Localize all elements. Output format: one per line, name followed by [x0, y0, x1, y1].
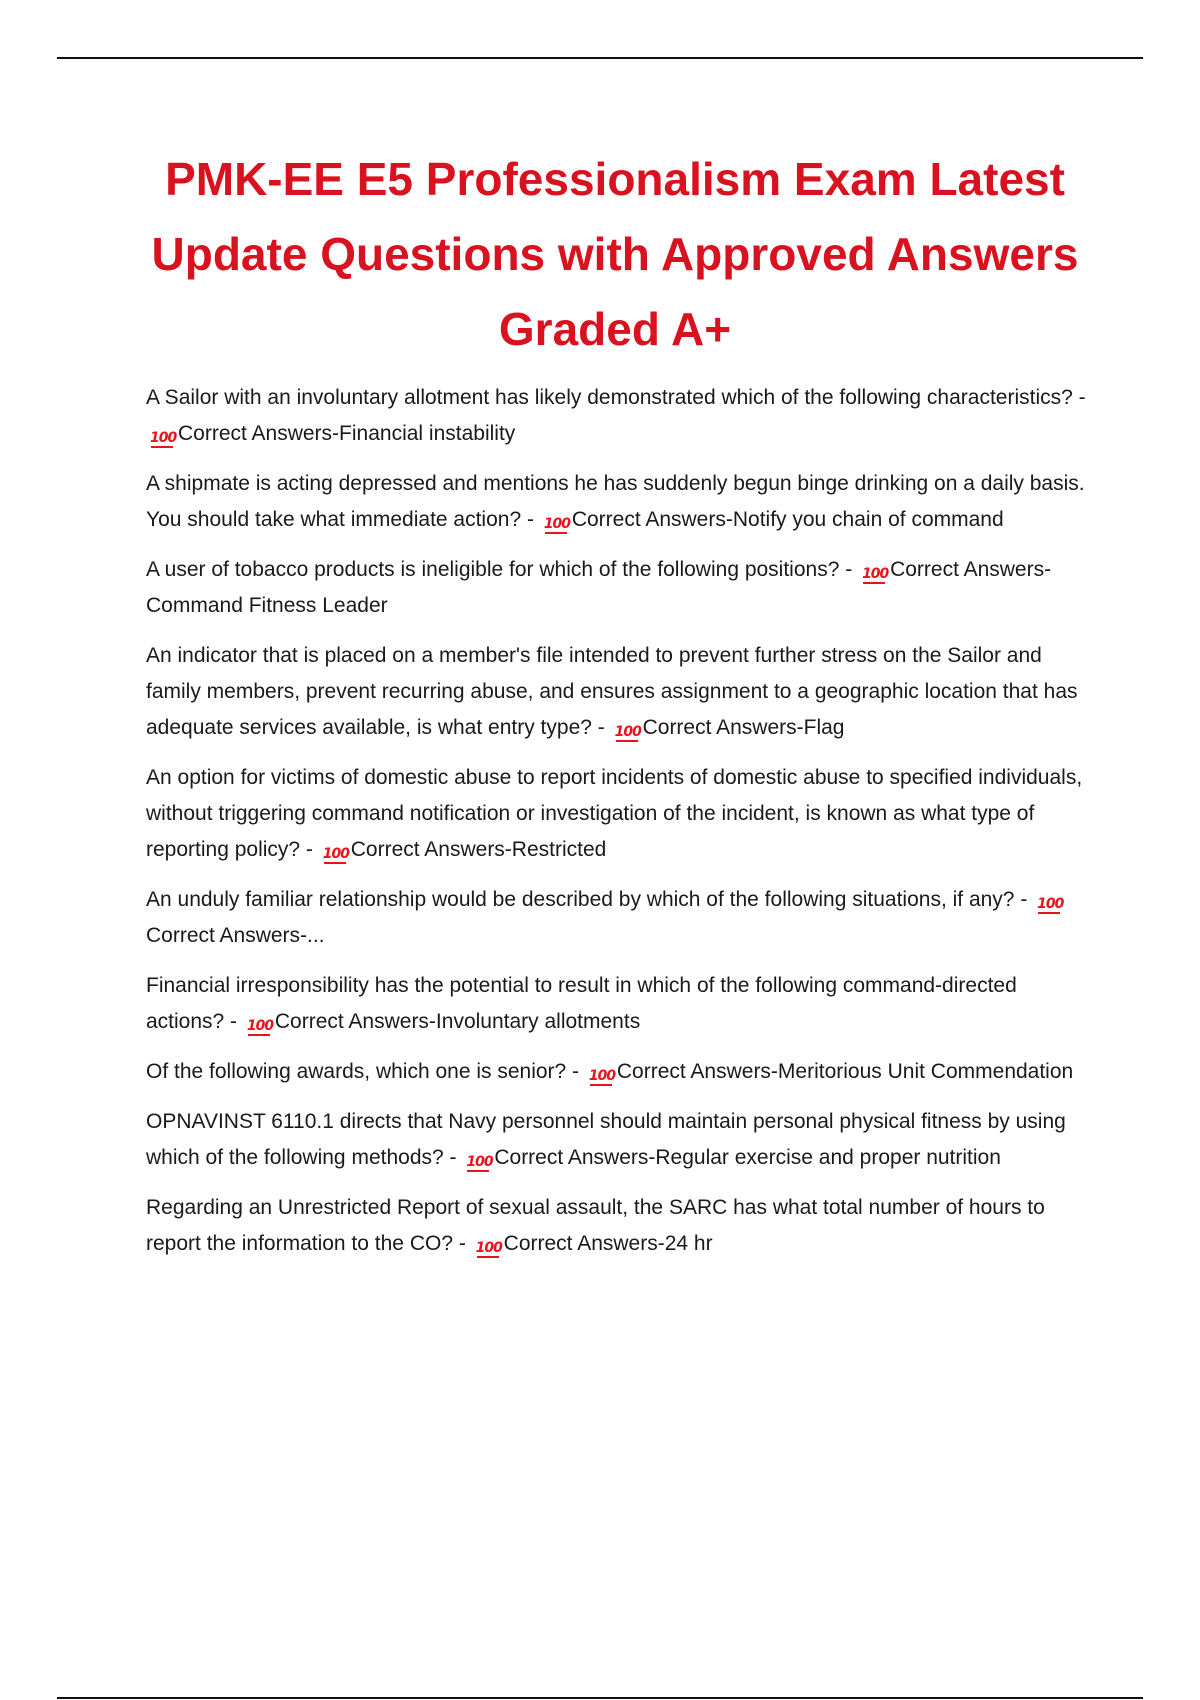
- hundred-points-icon: [862, 566, 886, 584]
- answer-text: Correct Answers-Restricted: [350, 838, 607, 861]
- answer-text: Correct Answers-Command Fitness Leader: [146, 558, 1052, 617]
- list-item: [146, 968, 1091, 1040]
- list-item: [146, 466, 1091, 538]
- hundred-points-icon: [466, 1154, 490, 1172]
- question-text: Of the following awards, which one is senior? -: [146, 1060, 580, 1083]
- question-text: Financial irresponsibility has the potential to result in which of the following command-directed actions? -: [146, 974, 1017, 1033]
- list-item: [146, 1054, 1091, 1090]
- answer-text: Correct Answers-...: [146, 924, 325, 947]
- hundred-points-icon: [150, 430, 174, 448]
- list-item: [146, 760, 1091, 868]
- hundred-points-icon: [544, 516, 568, 534]
- hundred-points-icon: [247, 1018, 271, 1036]
- answer-text: Correct Answers-Notify you chain of command: [571, 508, 1004, 531]
- answer-text: Correct Answers-Financial instability: [178, 422, 516, 445]
- document-title: PMK-EE E5 Professionalism Exam Latest Update Questions with Approved Answers Graded A+: [151, 153, 1079, 355]
- footer-rule: [57, 1697, 1143, 1699]
- answer-text: Correct Answers-Regular exercise and proper nutrition: [494, 1146, 1001, 1169]
- question-text: OPNAVINST 6110.1 directs that Navy personnel should maintain personal physical fitness by using which of the following methods? -: [146, 1110, 1066, 1169]
- hundred-points-icon: [589, 1068, 613, 1086]
- question-text: An option for victims of domestic abuse to report incidents of domestic abuse to specified individuals, without triggering command notification or investigation of the incident, is known as what type of reporting policy? -: [146, 766, 1083, 861]
- hundred-points-icon: [615, 724, 639, 742]
- list-item: [146, 1104, 1091, 1176]
- hundred-points-icon: [323, 846, 347, 864]
- header-rule: [57, 57, 1143, 59]
- hundred-points-icon: [1037, 896, 1061, 914]
- question-text: Regarding an Unrestricted Report of sexual assault, the SARC has what total number of hours to report the information to the CO? -: [146, 1196, 1045, 1255]
- answer-text: Correct Answers-Involuntary allotments: [274, 1010, 641, 1033]
- question-text: A Sailor with an involuntary allotment has likely demonstrated which of the following characteristics? -: [146, 386, 1086, 409]
- answer-text: Correct Answers-Flag: [642, 716, 845, 739]
- question-list: [146, 380, 1091, 1276]
- question-text: A shipmate is acting depressed and mentions he has suddenly begun binge drinking on a daily basis. You should take what immediate action? -: [146, 472, 1085, 531]
- list-item: [146, 882, 1091, 954]
- list-item: [146, 552, 1091, 624]
- list-item: [146, 1190, 1091, 1262]
- list-item: [146, 380, 1091, 452]
- answer-text: Correct Answers-Meritorious Unit Commendation: [616, 1060, 1074, 1083]
- hundred-points-icon: [476, 1240, 500, 1258]
- answer-text: Correct Answers-24 hr: [503, 1232, 713, 1255]
- question-text: An unduly familiar relationship would be described by which of the following situations, if any? -: [146, 888, 1028, 911]
- question-text: An indicator that is placed on a member's file intended to prevent further stress on the Sailor and family members, prevent recurring abuse, and ensures assignment to a geographic location that has adequate services available, is what entry type? -: [146, 644, 1078, 739]
- question-text: A user of tobacco products is ineligible for which of the following positions? -: [146, 558, 853, 581]
- list-item: [146, 638, 1091, 746]
